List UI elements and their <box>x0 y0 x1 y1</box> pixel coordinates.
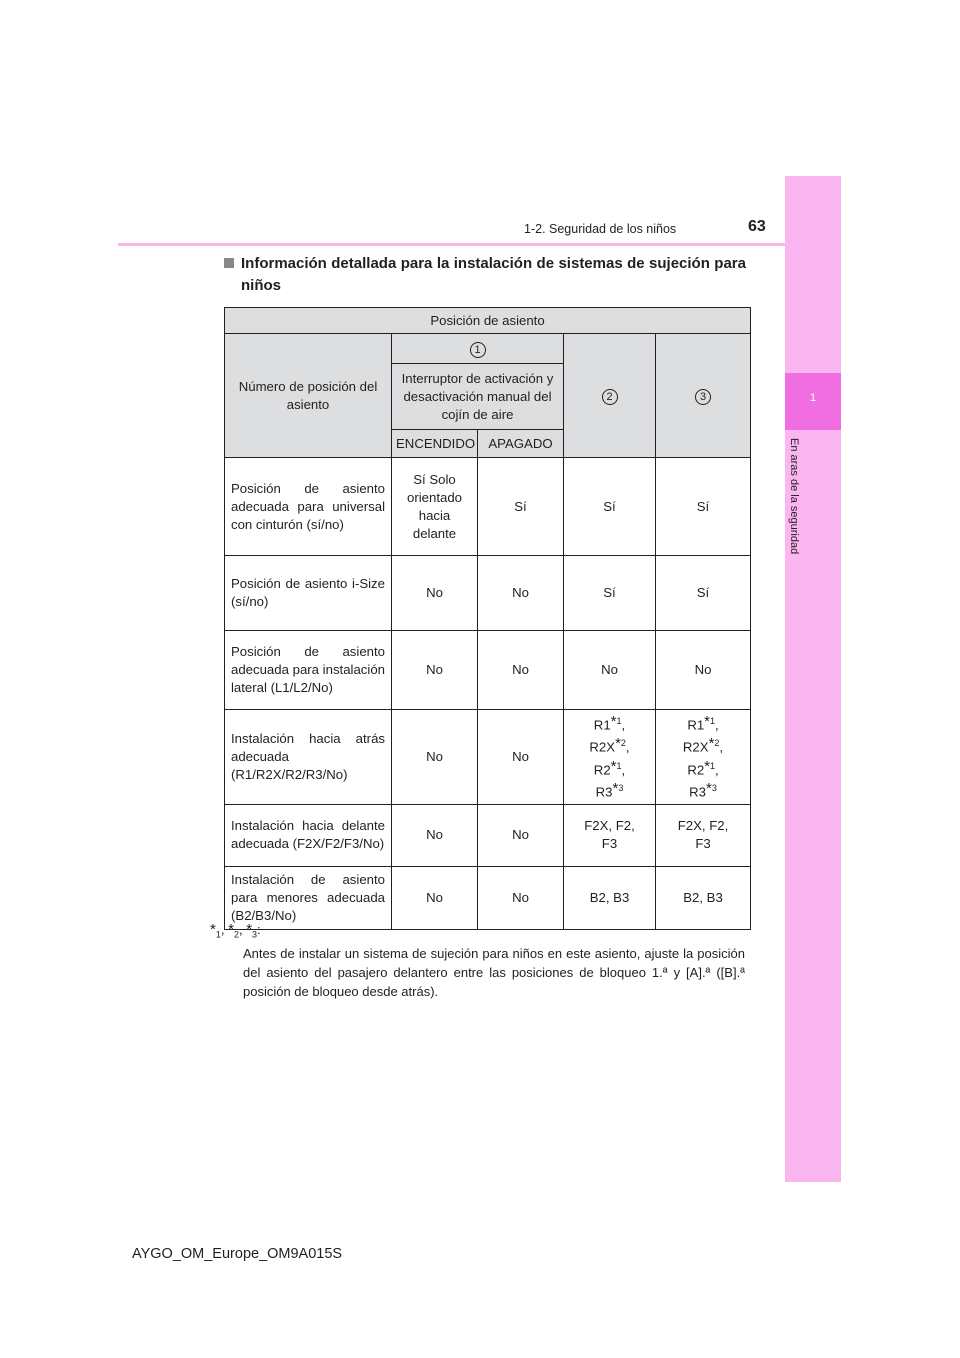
table-row <box>225 458 751 556</box>
row-label: Instalación hacia atrás adecuada (R1/R2X/R2/R3/No) <box>225 710 392 805</box>
header-rule <box>118 243 840 246</box>
cell-on: No <box>392 710 478 805</box>
row-label: Instalación de asiento para menores adecuada (B2/B3/No) <box>225 866 392 929</box>
document-footer: AYGO_OM_Europe_OM9A015S <box>132 1246 343 1262</box>
cell-pos2: Sí <box>564 458 656 556</box>
position-2-header <box>564 334 656 458</box>
row-label: Instalación hacia delante adecuada (F2X/F2/F3/No) <box>225 804 392 866</box>
asterisk-icon: * <box>246 921 253 938</box>
row-label: Posición de asiento i-Size (sí/no) <box>225 556 392 631</box>
seat-code: R2X <box>589 739 616 755</box>
note-ref: *3 <box>706 780 717 798</box>
position-1-circle: 1 <box>470 342 486 358</box>
asterisk-icon: * <box>615 735 621 753</box>
cell-pos2: Sí <box>564 556 656 631</box>
cell-off: No <box>478 556 564 631</box>
position-3-circle: 3 <box>695 389 711 405</box>
note-ref: *1 <box>704 713 716 730</box>
position-3-header <box>656 334 751 458</box>
footnote-marks: $*_1$, $*_2$, $*_3$: <box>210 921 261 940</box>
row-label: Posición de asiento adecuada para universal con cinturón (sí/no) <box>225 458 392 556</box>
section-title: 1-2. Seguridad de los niños <box>524 222 677 236</box>
cell-on: No <box>392 804 478 866</box>
switch-off-header: APAGADO <box>478 430 564 458</box>
cell-off: No <box>478 866 564 929</box>
cell-off: No <box>478 631 564 710</box>
cell-off: No <box>478 804 564 866</box>
seat-code: R1 <box>687 717 705 733</box>
cell-pos2: F2X, F2, F3 <box>564 804 656 866</box>
asterisk-icon: * <box>708 735 715 753</box>
table-row <box>225 710 751 805</box>
square-bullet-icon <box>224 258 234 268</box>
table-row <box>225 866 751 929</box>
cell-on: Sí Solo orientado hacia delante <box>392 458 478 556</box>
subheading-text: Información detallada para la instalación de sistemas de sujeción para niños <box>241 255 746 294</box>
note-ref: *2 <box>615 735 626 753</box>
chapter-name: En aras de la seguridad <box>788 438 800 555</box>
note-ref: *2 <box>708 735 720 753</box>
cell-pos3: B2, B3 <box>656 866 751 929</box>
cell-pos2: B2, B3 <box>564 866 656 929</box>
note-ref: *1 <box>704 757 716 775</box>
cell-pos3: No <box>656 631 751 710</box>
chapter-number: 1 <box>809 392 817 404</box>
note-ref: *3 <box>612 780 624 798</box>
asterisk-icon: * <box>610 713 617 730</box>
airbag-switch-label: Interruptor de activación y desactivación manual del cojín de aire <box>392 364 564 430</box>
seat-code: R2 <box>593 762 611 778</box>
asterisk-icon: * <box>210 921 216 938</box>
position-2-circle: 2 <box>602 389 618 405</box>
cell-off: Sí <box>478 458 564 556</box>
row-label: Posición de asiento adecuada para instalación lateral (L1/L2/No) <box>225 631 392 710</box>
asterisk-icon: * <box>612 780 619 798</box>
seat-code: R2 <box>687 762 705 778</box>
seat-code: R1 <box>593 717 611 733</box>
side-band <box>785 176 841 1182</box>
asterisk-icon: * <box>704 757 711 775</box>
cell-off: No <box>478 710 564 805</box>
cell-on: No <box>392 556 478 631</box>
subheading <box>224 253 746 297</box>
note-ref: *1 <box>610 757 622 775</box>
cell-pos3: Sí <box>656 556 751 631</box>
seat-code: R3 <box>595 784 613 800</box>
asterisk-icon: * <box>706 780 712 798</box>
cell-on: No <box>392 631 478 710</box>
asterisk-icon: * <box>610 757 617 775</box>
seat-position-table <box>224 307 751 930</box>
position-1-header <box>392 334 564 364</box>
table-row <box>225 556 751 631</box>
cell-on: No <box>392 866 478 929</box>
cell-pos2: R1$^{*1}$, $R2X^{*2}$, R2$^{*1}$, R3$^{*3}$ <box>564 710 656 805</box>
seat-code: R3 <box>689 784 706 800</box>
cell-pos2: No <box>564 631 656 710</box>
cell-pos3: R1$^{*1}$, $R2X^{*2}$, R2$^{*1}$, R3$^{*3}$ <box>656 710 751 805</box>
cell-pos3: Sí <box>656 458 751 556</box>
switch-on-header: ENCENDIDO <box>392 430 478 458</box>
row-header: Número de posición del asiento <box>225 334 392 458</box>
asterisk-icon: * <box>704 713 711 730</box>
page-number: 63 <box>748 218 766 235</box>
footnote-text: Antes de instalar un sistema de sujeción para niños en este asiento, ajuste la posición del asiento del pasajero delantero entre las posiciones de bloqueo 1.ª y [A].ª ([B].ª posición de bloqueo desde atrás). <box>243 946 745 999</box>
cell-pos3: F2X, F2, F3 <box>656 804 751 866</box>
note-ref: *1 <box>610 713 622 730</box>
table-row <box>225 631 751 710</box>
seat-code: R2X <box>682 739 709 755</box>
table-row <box>225 804 751 866</box>
asterisk-icon: * <box>228 921 234 938</box>
table-title: Posición de asiento <box>225 308 751 334</box>
